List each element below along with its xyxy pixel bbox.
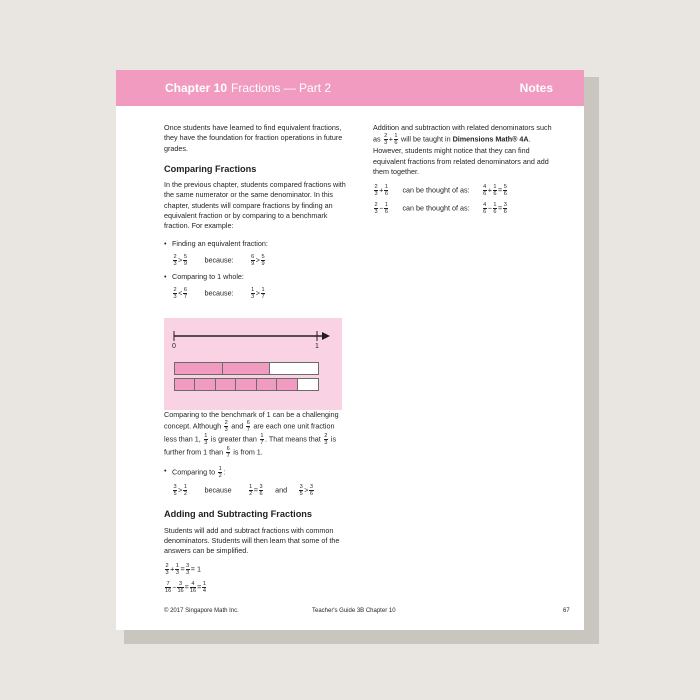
notes-heading: Notes (519, 81, 553, 95)
document-page (116, 70, 584, 630)
thirds-segment (270, 363, 318, 374)
comparing-paragraph: In the previous chapter, students compared fractions with the same numerator or the same denominator. In this chapter, students will compare fractions by finding an equivalent fraction or by comparing to a benchmark fraction. For example: (164, 180, 346, 231)
intro-paragraph: Once students have learned to find equivalent fractions, they have the foundation for fraction operations in future grades. (164, 123, 343, 153)
sevenths-segment (175, 379, 195, 390)
number-line-zero: 0 (172, 343, 176, 350)
sevenths-segment (277, 379, 297, 390)
related-example-addition: $\frac{2}{3}$ + $\frac{1}{6}$ can be thought of as: $\frac{4}{6}$ + $\frac{1}{6}$ = $\frac{5}{6}$ (374, 184, 507, 198)
sevenths-segment (298, 379, 318, 390)
equation-addition: $\frac{2}{3}$ + $\frac{1}{3}$ = $\frac{3}{3}$ = 1 (165, 563, 201, 577)
sevenths-segment (257, 379, 277, 390)
example-half: $\frac{3}{5}$ > $\frac{1}{2}$ because $\frac{1}{2}$ = $\frac{3}{6}$ and $\frac{3}{5}$ > $\frac{3}{6}$ (173, 484, 314, 498)
left-column-lower (164, 410, 346, 599)
chapter-header (116, 70, 584, 106)
thirds-bar (174, 362, 319, 375)
footer-page-number: 67 (563, 608, 570, 614)
adding-paragraph: Students will add and subtract fractions with common denominators. Students will then learn that some of the answers can be simplified. (164, 525, 340, 556)
sevenths-segment (236, 379, 256, 390)
bullet-half: • Comparing to $\frac{1}{2}$ : (164, 466, 346, 479)
number-line-one: 1 (315, 343, 319, 350)
example-one-whole: $\frac{2}{3}$ < $\frac{6}{7}$ because: $\frac{1}{3}$ > $\frac{1}{7}$ (173, 287, 265, 301)
bullet-equivalent: • Finding an equivalent fraction: (164, 239, 346, 249)
equation-subtraction: $\frac{7}{16}$ − $\frac{3}{16}$ = $\frac{4}{16}$ = $\frac{1}{4}$ (165, 581, 206, 595)
related-denominators-paragraph: Addition and subtraction with related denominators such as $\frac{2}{3}$ + $\frac{1}{6}$ will be taught in Dimensions Math® 4A. However, students might notice that they can find equivalent fractions from related denominators and add them together. (373, 123, 552, 176)
bullet-one-whole: • Comparing to 1 whole: (164, 272, 346, 282)
thirds-segment (223, 363, 271, 374)
sevenths-bar (174, 378, 319, 391)
left-column (164, 123, 346, 305)
chapter-number: Chapter 10 (165, 81, 228, 95)
number-line-figure (164, 318, 342, 410)
benchmark-paragraph: Comparing to the benchmark of 1 can be a challenging concept. Although $\frac{2}{3}$ and $\frac{6}{7}$ are each one unit fraction less than 1, $\frac{1}{3}$ is greater than $\frac{1}{7}$ . That means that $\frac{2}{3}$ is further from 1 than $\frac{6}{7}$ is from 1. (164, 410, 339, 460)
chapter-title (165, 81, 331, 95)
footer-copyright: © 2017 Singapore Math Inc. (164, 608, 239, 614)
chapter-subtitle: Fractions — Part 2 (231, 81, 332, 95)
example-equivalent: $\frac{2}{3}$ > $\frac{5}{9}$ because: $\frac{6}{9}$ > $\frac{5}{9}$ (173, 253, 265, 267)
right-column (373, 123, 558, 220)
related-example-subtraction: $\frac{2}{3}$ − $\frac{1}{6}$ can be thought of as: $\frac{4}{6}$ − $\frac{1}{6}$ = $\frac{3}{6}$ (374, 202, 507, 216)
adding-heading: Adding and Subtracting Fractions (164, 509, 313, 520)
comparing-heading: Comparing Fractions (164, 163, 257, 174)
sevenths-segment (195, 379, 215, 390)
sevenths-segment (216, 379, 236, 390)
thirds-segment (175, 363, 223, 374)
footer-guide: Teacher's Guide 3B Chapter 10 (312, 608, 396, 614)
